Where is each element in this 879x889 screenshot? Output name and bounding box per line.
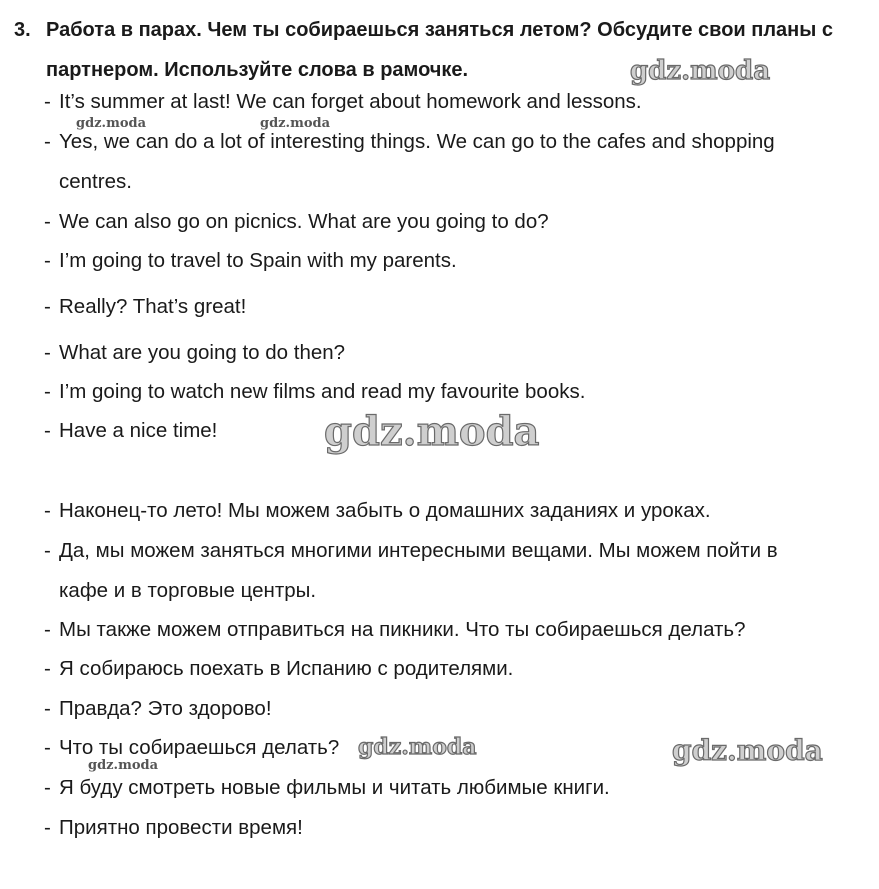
watermark-small: gdz.moda <box>76 116 147 131</box>
dialogue-line-ru-7: -Я буду смотреть новые фильмы и читать любимые книги. <box>44 776 610 799</box>
dialogue-line-en-4: -I’m going to travel to Spain with my parents. <box>44 249 457 272</box>
watermark-small: gdz.moda <box>88 758 159 773</box>
task-instruction: Работа в парах. Чем ты собираешься заняться летом? Обсудите свои планы с партнером. Используйте слова в рамочке. <box>46 19 834 81</box>
dialogue-line-en-1: -It’s summer at last! We can forget about homework and lessons. <box>44 90 642 113</box>
watermark-small: gdz.moda <box>260 116 331 131</box>
dialogue-line-ru-5: -Правда? Это здорово! <box>44 697 272 720</box>
dialogue-line-ru-8: -Приятно провести время! <box>44 816 303 839</box>
watermark: gdz.moda <box>630 56 771 86</box>
task-number: 3. <box>14 19 31 41</box>
dialogue-line-en-8: -Have a nice time! <box>44 419 218 442</box>
dialogue-line-en-5: -Really? That’s great! <box>44 295 247 318</box>
dialogue-line-en-6: -What are you going to do then? <box>44 341 346 364</box>
dialogue-line-ru-3: -Мы также можем отправиться на пикники. Что ты собираешься делать? <box>44 618 746 641</box>
dialogue-line-ru-4: -Я собираюсь поехать в Испанию с родителями. <box>44 657 514 680</box>
dialogue-line-ru-1: -Наконец-то лето! Мы можем забыть о домашних заданиях и уроках. <box>44 499 711 522</box>
watermark-large: gdz.moda <box>324 408 540 455</box>
dialogue-line-ru-6: -Что ты собираешься делать? <box>44 736 340 759</box>
dialogue-line-ru-2: -Да, мы можем заняться многими интересными вещами. Мы можем пойти в кафе и в торговые центры. <box>44 539 778 602</box>
watermark: gdz.moda <box>358 734 477 760</box>
dialogue-line-en-3: -We can also go on picnics. What are you going to do? <box>44 210 549 233</box>
watermark: gdz.moda <box>672 734 823 767</box>
dialogue-line-en-7: -I’m going to watch new films and read my favourite books. <box>44 380 586 403</box>
dialogue-line-en-2: -Yes, we can do a lot of interesting things. We can go to the cafes and shopping centres. <box>44 130 775 193</box>
